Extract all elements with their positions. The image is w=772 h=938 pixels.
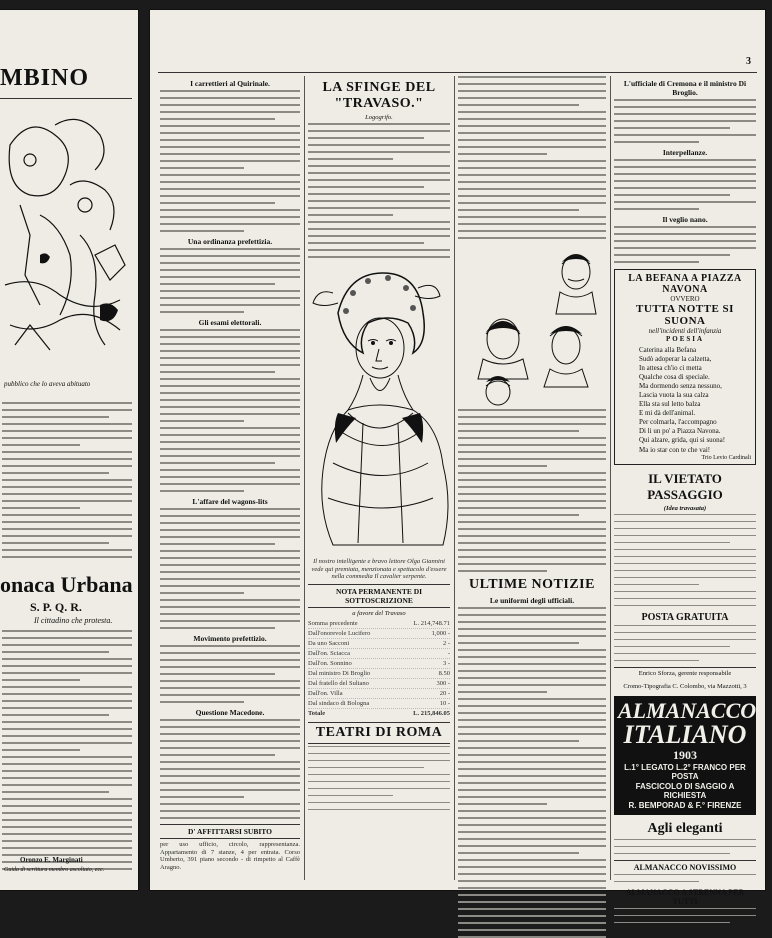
subscription-row — [308, 619, 450, 629]
almanacco-novissimo-title: ALMANACCO NOVISSIMO — [614, 860, 756, 872]
befana-poem — [639, 346, 751, 455]
masthead-rule — [0, 98, 132, 99]
left-text-block-2 — [2, 630, 132, 850]
article-body — [614, 874, 756, 883]
uniformi-headline: Le uniformi degli ufficiali. — [489, 596, 575, 605]
veglio-headline: Il veglio nano. — [662, 215, 708, 224]
subscription-row-label: Dal fratello del Sultano — [308, 679, 369, 687]
subscription-total-value: L. 215,846.05 — [413, 709, 450, 717]
subscription-row-label: Dal ministro Di Broglio — [308, 669, 371, 677]
poem-line: In attesa ch'io ci metta — [639, 363, 702, 372]
subscription-total-row — [308, 709, 450, 718]
subscription-row-value: 8.50 — [438, 669, 450, 677]
page-number: 3 — [746, 56, 751, 67]
editor-line: Enrico Sforza, gerente responsabile — [614, 667, 756, 677]
subscription-row-value: L. 214,748.71 — [413, 619, 450, 627]
spqr-heading: S. P. Q. R. — [30, 600, 82, 614]
almanacco-ad — [614, 696, 756, 815]
puzzle-body — [308, 123, 450, 258]
left-section-title: onaca Urbana — [0, 572, 133, 597]
almanacco-price: L.1° LEGATO L.2° FRANCO PER POSTA — [624, 762, 746, 782]
headline-affittarsi: D' AFFITTARSI SUBITO — [160, 824, 300, 839]
befana-subtitle: TUTTA NOTTE SI SUONA — [636, 302, 734, 327]
headline-carrettieri: I carrettieri al Quirinale. — [190, 79, 270, 88]
subscription-row-value: 300 - — [436, 679, 450, 687]
befana-genre: POESIA — [665, 334, 705, 343]
subscription-row — [308, 659, 450, 669]
almanacco-sample: FASCICOLO DI SAGGIO A RICHIESTA — [635, 781, 735, 801]
header-rule — [158, 72, 757, 73]
affittarsi-body: per uso ufficio, circolo, rappresentanza. Appartamento di 7 stanze, 4 per entrata. Corso Umberto, 391 piano secondo - di rimpetto al Caffè Aragno. — [160, 841, 300, 871]
subscription-list — [308, 619, 450, 709]
almanacco-year: 1903 — [673, 747, 697, 762]
column-rule — [454, 76, 455, 880]
article-body — [458, 409, 606, 572]
caricatures-group — [458, 244, 606, 409]
ultime-notizie-title: ULTIME NOTIZIE — [469, 577, 595, 592]
subscription-row-value: 20 - — [439, 689, 450, 697]
poem-line: Qui alzare, grida, qui si suona! — [639, 436, 726, 445]
headline-ordinanza: Una ordinanza prefettizia. — [187, 237, 273, 246]
article-body — [614, 226, 756, 263]
agli-eleganti-title: Agli eleganti — [647, 820, 723, 836]
subscription-row-value: 3 - — [442, 659, 450, 667]
article-body — [614, 625, 756, 662]
almanacco-publisher: R. BEMPORAD & F.° FIRENZE — [628, 801, 742, 810]
headline-macedone: Questione Macedone. — [195, 708, 265, 717]
article-body — [160, 90, 300, 232]
theatre-body — [308, 746, 450, 811]
article-body — [160, 248, 300, 313]
left-signature: Oronzo E. Marginati — [20, 856, 83, 864]
subscription-row-label: Da uno Sacconi — [308, 639, 350, 647]
almanacco-strenna-title: ALMANACCO A STRENNA PER TUTTI — [625, 887, 745, 906]
subscription-row — [308, 649, 450, 659]
theatre-title: TEATRI DI ROMA — [308, 722, 450, 744]
subscription-row-label: Dall'onorevole Lucifero — [308, 629, 371, 637]
subscription-row — [308, 629, 450, 639]
subscription-subtitle: a favore del Travaso — [352, 609, 406, 617]
subscription-row-value: 1,000 - — [431, 629, 450, 637]
subscription-row-value: - — [447, 649, 450, 657]
poem-line: Per colmarla, l'accompagno — [639, 418, 717, 427]
sfinge-subtitle: Logogrifo. — [365, 114, 393, 121]
befana-ad — [614, 269, 756, 465]
column-rule — [304, 76, 305, 880]
vietato-subtitle: (Idea travasata) — [663, 504, 707, 512]
poem-line: Caterina alla Befana — [639, 345, 697, 354]
subscription-row — [308, 699, 450, 709]
subscription-title: NOTA PERMANENTE DI SOTTOSCRIZIONE — [308, 584, 450, 608]
poem-line: Di li un po' a Piazza Navona. — [639, 427, 721, 436]
subscription-row-label: Dall'on. Villa — [308, 689, 343, 697]
left-masthead: MBINO — [0, 65, 89, 91]
left-illustration — [0, 105, 132, 370]
column-rule — [610, 76, 611, 880]
subscription-row — [308, 679, 450, 689]
subscription-row-label: Dal sindaco di Bologna — [308, 699, 370, 707]
poem-line: E mi dà dell'animal. — [639, 409, 696, 418]
subscription-row-value: 2 - — [442, 639, 450, 647]
subscription-row-label: Dall'on. Sciacca — [308, 649, 350, 657]
poem-line: Lascia vuota la sua calza — [639, 390, 709, 399]
befana-title: LA BEFANA A PIAZZA NAVONA — [628, 272, 742, 295]
article-body — [160, 508, 300, 629]
headline-wagons: L'affare del wagons-lits — [192, 497, 268, 506]
printer-line: Cromo-Tipografia C. Colombo, via Mazzotti, 3 — [623, 682, 747, 690]
left-page — [0, 10, 138, 890]
subscription-row — [308, 689, 450, 699]
almanacco-word: ALMANACCO — [618, 697, 757, 723]
subscription-row-value: 10 - — [439, 699, 450, 707]
interpellanze-headline: Interpellanze. — [662, 148, 708, 157]
headline-movimento: Movimento prefettizio. — [193, 634, 267, 643]
posta-title: POSTA GRATUITA — [641, 611, 729, 623]
article-body — [458, 76, 606, 239]
column-2 — [308, 76, 450, 880]
befana-or: OVVERO — [670, 294, 700, 303]
befana-author: nell'incidenti dell'infanzia — [648, 326, 722, 335]
left-signature-sub: Guida di scrittura membro ascoltato, ecc. — [4, 867, 105, 873]
left-caption: pubblico che lo aveva abituato — [4, 380, 91, 388]
poem-line: Ma dormendo senza nessuno, — [639, 381, 722, 390]
italiano-word: ITALIANO — [623, 719, 747, 749]
left-subtitle: Il cittadino che protesta. — [34, 616, 113, 625]
portrait-illustration — [308, 263, 450, 558]
sfinge-title: LA SFINGE DEL "TRAVASO." — [322, 80, 436, 111]
poem-line: Sudò adoperar la calzetta, — [639, 354, 712, 363]
article-body — [614, 908, 756, 924]
subscription-row-label: Somma precedente — [308, 619, 358, 627]
vietato-title: IL VIETATO PASSAGGIO — [647, 470, 723, 502]
article-body — [160, 645, 300, 703]
column-1 — [160, 76, 300, 880]
article-body — [160, 719, 300, 819]
article-body — [614, 99, 756, 143]
poem-line: Ma io star con te che vai! — [639, 445, 711, 454]
article-body — [458, 607, 606, 938]
article-body — [614, 839, 756, 855]
portrait-caption: Il nostro intelligente e bravo lettore Olga Giannini vede qui premiata, menzionata e spettacolo d'essere nella commedia Il cavalier serpente. — [311, 558, 447, 581]
subscription-row — [308, 639, 450, 649]
column-3 — [458, 76, 606, 880]
poem-line: Ella sta sul letto balza — [639, 400, 701, 409]
befana-signature: Trio Levio Cardinali — [701, 454, 751, 461]
left-text-block — [2, 402, 132, 562]
subscription-row — [308, 669, 450, 679]
subscription-total-label: Totale — [308, 709, 326, 717]
article-body — [614, 514, 756, 607]
poem-line: Qualche cosa di speciale. — [639, 372, 710, 381]
subscription-row-label: Dall'on. Sonnino — [308, 659, 352, 667]
headline-esami: Gli esami elettorali. — [198, 318, 262, 327]
cremona-headline: L'ufficiale di Cremona e il ministro Di Broglio. — [623, 79, 747, 97]
article-body — [160, 329, 300, 492]
article-body — [614, 159, 756, 210]
main-page — [150, 10, 765, 906]
column-4 — [614, 76, 757, 906]
